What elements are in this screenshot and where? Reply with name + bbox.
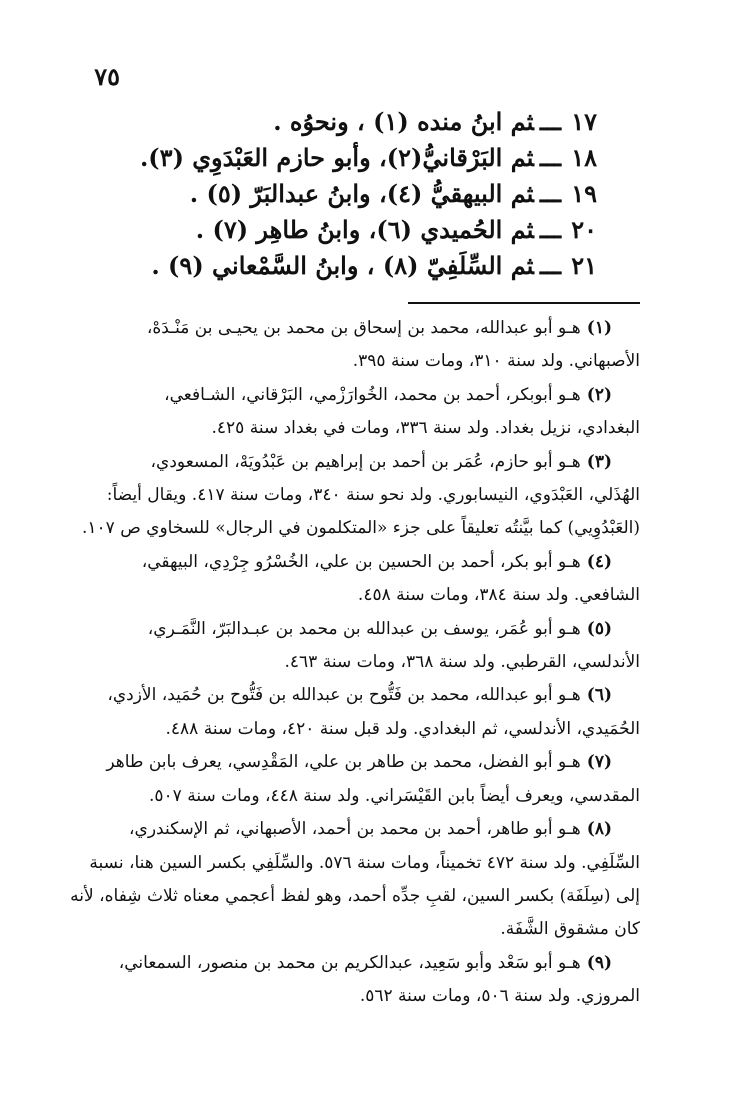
line-text: ثم البَرْقانيُّ(٢)، وأبو حازم العَبْدَوِي (٣). (139, 143, 534, 172)
footnote-line: إلى (سِلَفَة) بكسر السين، لقبِ جدِّه أحمد، وهو لفظ أعجمي معناه ثلاث شِفاه، لأنه (70, 885, 640, 906)
main-line-20 (77, 212, 597, 248)
footnote-5 (70, 613, 640, 680)
footnote-line: (٦)هـو أبو عبدالله، محمد بن فَتُّوح بن عبدالله بن فَتُّوح بن حُمَيد، الأزدي، (107, 685, 612, 706)
footnote-line: (٩)هـو أبو سَعْد وأبو سَعِيد، عبدالكريم بن محمد بن منصور، السمعاني، (118, 952, 612, 973)
footnote-divider (408, 302, 640, 304)
footnote-label: (٨) (586, 819, 612, 840)
page-number: ٧٥ (94, 62, 120, 91)
footnote-line: المروزي. ولد سنة ٥٠٦، ومات سنة ٥٦٢. (359, 986, 640, 1007)
footnote-3 (70, 446, 640, 546)
footnote-line: كان مشقوق الشَّفَة. (500, 919, 640, 940)
footnote-label: (١) (586, 318, 612, 338)
footnote-label: (٥) (586, 618, 612, 639)
footnote-line: (٨)هـو أبو طاهر، أحمد بن محمد بن أحمد، الأصبهاني، ثم الإسكندري، (129, 819, 612, 840)
line-number: ٢٠ (571, 215, 597, 244)
main-line-18 (77, 140, 597, 176)
footnote-line: (١)هـو أبو عبدالله، محمد بن إسحاق بن محمد بن يحيـى بن مَنْـدَهْ، (146, 318, 612, 338)
footnote-2 (70, 379, 640, 446)
footnote-label: (٦) (586, 685, 612, 706)
line-dash: ـــ (539, 251, 561, 280)
footnotes (70, 312, 640, 1014)
line-number: ١٩ (571, 179, 597, 208)
footnote-line: (٧)هـو أبو الفضل، محمد بن طاهر بن علي، المَقْدِسي، يعرف بابن طاهر (106, 752, 612, 773)
footnote-line: البغدادي، نزيل بغداد. ولد سنة ٣٣٦، ومات في بغداد سنة ٤٢٥. (211, 418, 640, 439)
footnote-line: (٤)هـو أبو بكر، أحمد بن الحسين بن علي، الخُسْرُو جِرْدِي، البيهقي، (141, 551, 612, 572)
footnote-line: المقدسي، ويعرف أيضاً بابن القَيْسَراني. ولد سنة ٤٤٨، ومات سنة ٥٠٧. (149, 785, 640, 806)
footnote-line: (٣)هـو أبو حازم، عُمَر بن أحمد بن إبراهيم بن عَبْدُويَهْ، المسعودي، (150, 451, 612, 472)
footnote-6 (70, 679, 640, 746)
line-number: ٢١ (571, 251, 597, 280)
footnote-line: الشافعي. ولد سنة ٣٨٤، ومات سنة ٤٥٨. (357, 585, 640, 606)
footnote-4 (70, 546, 640, 613)
line-dash: ـــ (539, 179, 561, 208)
line-number: ١٧ (571, 107, 597, 136)
footnote-line: (٢)هـو أبوبكر، أحمد بن محمد، الخُوارَزْمي، البَرْقاني، الشـافعي، (164, 384, 612, 405)
footnote-line: (٥)هـو أبو عُمَر، يوسف بن عبدالله بن محمد بن عبـدالبَرّ، النَّمَـري، (147, 618, 612, 639)
footnote-line: الأندلسي، القرطبي. ولد سنة ٣٦٨، ومات سنة ٤٦٣. (284, 652, 640, 673)
footnote-label: (٤) (586, 551, 612, 572)
footnote-label: (٢) (586, 384, 612, 405)
line-dash: ـــ (539, 143, 561, 172)
line-text: ثم السِّلَفِيّ (٨) ، وابنُ السَّمْعاني (٩) . (151, 251, 534, 280)
main-line-21 (77, 248, 597, 284)
line-dash: ـــ (539, 107, 561, 136)
line-dash: ـــ (539, 215, 561, 244)
footnote-label: (٣) (586, 451, 612, 472)
footnote-8 (70, 813, 640, 947)
main-line-19 (77, 176, 597, 212)
line-text: ثم البيهقيُّ (٤)، وابنُ عبدالبَرّ (٥) . (189, 179, 534, 208)
footnote-label: (٧) (586, 752, 612, 773)
line-text: ثم ابنُ منده (١) ، ونحوُه . (273, 107, 534, 136)
footnote-9 (70, 947, 640, 1014)
footnote-1 (70, 312, 640, 379)
main-text (77, 104, 597, 284)
footnote-7 (70, 746, 640, 813)
footnote-label: (٩) (586, 952, 612, 973)
footnote-line: السِّلَفِي. ولد سنة ٤٧٢ تخميناً، ومات سنة ٥٧٦. والسِّلَفِي بكسر السين هنا، نسبة (89, 852, 640, 873)
line-number: ١٨ (571, 143, 597, 172)
main-line-17 (77, 104, 597, 140)
footnote-line: (العَبْدُوِيي) كما بيَّنتُه تعليقاً على جزء «المتكلمون في الرجال» للسخاوي ص ١٠٧. (81, 518, 640, 539)
footnote-line: الأصبهاني. ولد سنة ٣١٠، ومات سنة ٣٩٥. (352, 351, 640, 372)
line-text: ثم الحُميدي (٦)، وابنُ طاهِر (٧) . (195, 215, 534, 244)
footnote-line: الحُمَيدي، الأندلسي، ثم البغدادي. ولد قبل سنة ٤٢٠، ومات سنة ٤٨٨. (165, 718, 640, 739)
footnote-line: الهُذَلي، العَبْدَوي، النيسابوري. ولد نحو سنة ٣٤٠، ومات سنة ٤١٧. ويقال أيضاً: (106, 485, 640, 506)
